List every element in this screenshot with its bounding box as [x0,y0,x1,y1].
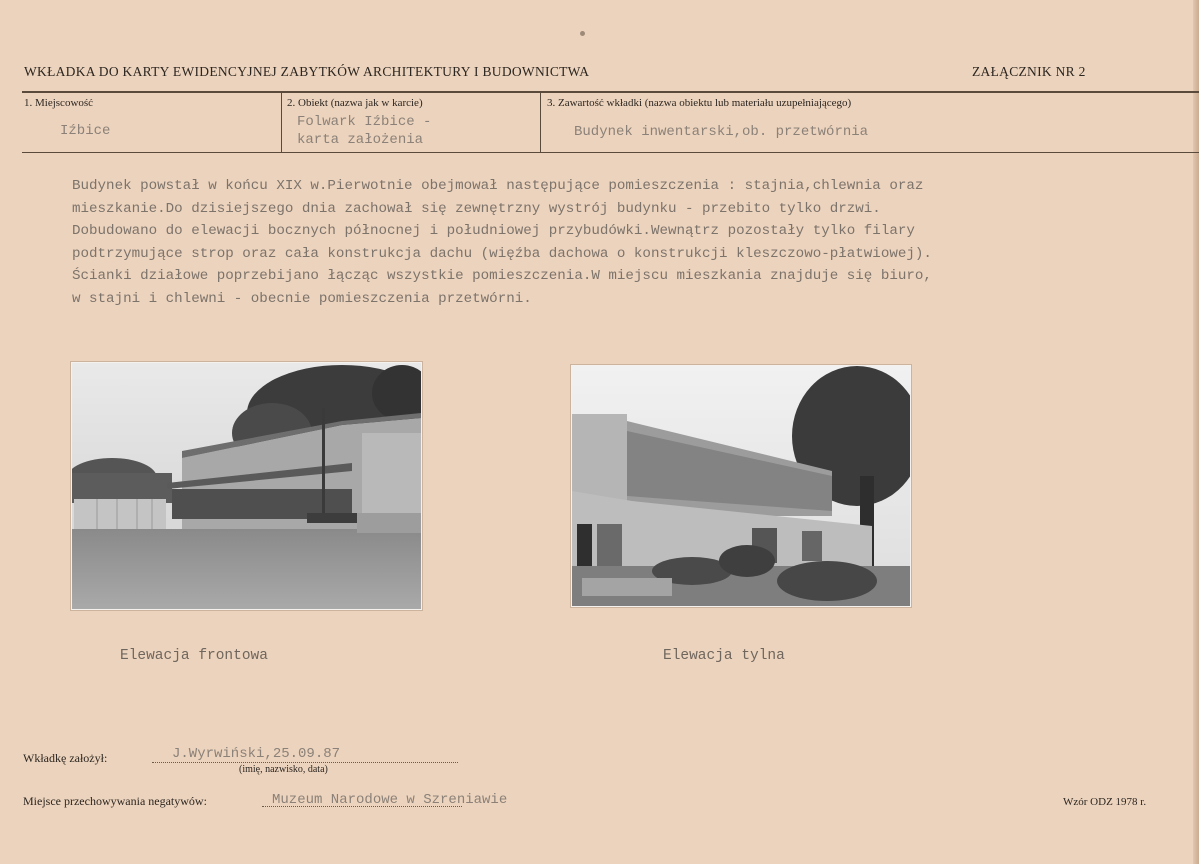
storage-dotted-line [262,806,462,807]
author-label: Wkładkę założył: [23,751,108,765]
page-edge [1193,0,1199,864]
field-divider-2 [540,92,541,152]
author-value: J.Wyrwiński,25.09.87 [172,746,341,762]
description-line: Budynek powstał w końcu XIX w.Pierwotnie obejmował następujące pomieszczenia : stajnia,chlewnia oraz [72,178,924,194]
form-title: WKŁADKA DO KARTY EWIDENCYJNEJ ZABYTKÓW ARCHITEKTURY I BUDOWNICTWA [24,64,590,79]
description-text [72,175,1132,311]
form-id: Wzór ODZ 1978 r. [1063,796,1147,808]
rear-elevation-photo [571,365,911,607]
object-label: 2. Obiekt (nazwa jak w karcie) [287,97,423,109]
storage-label: Miejsce przechowywania negatywów: [23,794,207,808]
locality-value: Iźbice [60,123,111,139]
front-elevation-photo [71,362,422,610]
description-line: mieszkanie.Do dzisiejszego dnia zachował się zewnętrzny wystrój budynku - przebito tylko drzwi. [72,200,881,217]
punch-mark [580,31,585,36]
rear-photo-caption: Elewacja tylna [663,648,785,664]
description-line: Ścianki działowe poprzebijano łącząc wszystkie pomieszczenia.W miejscu mieszkania znajduje się biuro, [72,268,932,285]
contents-label: 3. Zawartość wkładki (nazwa obiektu lub materiału uzupełniającego) [547,97,852,109]
author-dotted-line [152,762,458,763]
annex-number: ZAŁĄCZNIK NR 2 [972,64,1086,79]
author-sub-label: (imię, nazwisko, data) [239,764,328,775]
header-rule [22,91,1199,93]
object-value-line1: Folwark Iźbice - [297,114,432,130]
field-divider-1 [281,92,282,152]
contents-value: Budynek inwentarski,ob. przetwórnia [574,124,869,140]
description-line: Dobudowano do elewacji bocznych północnej i południowej przybudówki.Wewnątrz pozostały tylko filary [72,223,915,240]
fields-bottom-rule [22,152,1199,153]
description-line: w stajni i chlewni - obecnie pomieszczenia przetwórni. [72,290,532,307]
locality-label: 1. Miejscowość [24,97,94,109]
object-value-line2: karta założenia [297,132,424,148]
description-line: podtrzymujące strop oraz cała konstrukcja dachu (więźba dachowa o konstrukcji kleszczowo-płatwiowej). [72,245,932,262]
front-photo-caption: Elewacja frontowa [120,648,268,664]
storage-value: Muzeum Narodowe w Szreniawie [272,792,508,808]
